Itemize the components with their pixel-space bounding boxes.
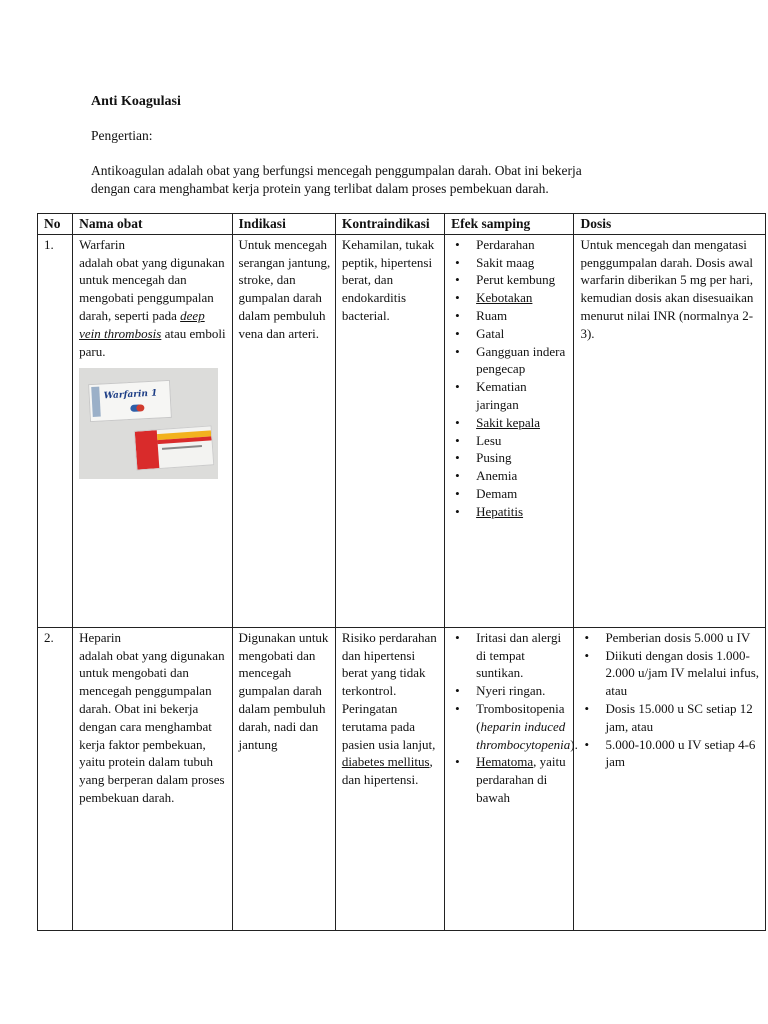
trombositopenia-text: Trombositopenia ( [476,700,565,734]
deep-vein-thrombosis-link[interactable]: deep vein thrombosis [79,307,205,341]
list-item: • Nyeri ringan. [476,682,569,700]
drug-table [37,213,766,931]
row-number: 2. [38,627,73,930]
description-text-end: atau emboli paru. [79,325,226,359]
kontraindikasi-text-end: , dan hipertensi. [341,754,433,788]
indikasi-cell: Untuk mencegah serangan jantung, stroke, dan gumpalan darah dalam pembuluh vena dan arteri. [232,234,335,627]
list-item [476,414,569,432]
drug-description [79,254,227,361]
list-item: • Lesu [476,432,569,450]
box-stripe [91,387,101,417]
header-nama-obat: Nama obat [73,214,232,235]
drug-name: Warfarin [79,236,125,252]
list-item: • Anemia [476,467,569,485]
list-item [476,289,569,307]
list-item: • Perdarahan [476,236,569,254]
red-band [135,431,160,470]
warfarin-box-image [88,380,172,422]
hematoma-text: , yaitu perdarahan di bawah [476,754,566,805]
efek-samping-list [451,629,578,807]
kontraindikasi-cell [335,627,444,930]
logo-red-dot [136,405,144,412]
box-text-line [162,445,202,450]
list-item: • Pemberian dosis 5.000 u IV [605,629,761,647]
row-number: 1. [38,234,73,627]
drug-description: adalah obat yang digunakan untuk mengobati dan mencegah penggumpalan darah. Obat ini bekerja dengan cara menghambat kerja faktor pembekuan, yaitu protein dalam tubuh yang berperan dalam proses pembekuan darah. [79,647,225,805]
list-item [476,753,569,806]
kontraindikasi-cell: Kehamilan, tukak peptik, hipertensi berat, dan endokarditis bacterial. [335,234,444,627]
drug-name: Heparin [79,629,121,645]
warfarin-brand-text: Warfarin 1 [103,388,158,402]
efek-samping-cell [445,234,574,627]
indikasi-cell: Digunakan untuk mengobati dan mencegah gumpalan darah dalam pembuluh darah, nadi dan jantung [232,627,335,930]
warfarin-product-photo [79,368,218,479]
description-text: adalah obat yang digunakan untuk mencegah dan mengobati penggumpalan darah, seperti pada [79,254,225,323]
list-item: • Gatal [476,325,569,343]
drug-name-cell [73,234,232,627]
dosis-cell [574,627,766,930]
list-item: • Demam [476,485,569,503]
list-item: • Dosis 15.000 u SC setiap 12 jam, atau [605,700,761,736]
list-item: • Sakit maag [476,254,569,272]
list-item [476,503,569,521]
list-item: • Ruam [476,307,569,325]
list-item: • Perut kembung [476,271,569,289]
trombositopenia-text-end: ). [570,736,578,752]
header-efek-samping: Efek samping [445,214,574,235]
header-indikasi: Indikasi [232,214,335,235]
header-kontraindikasi: Kontraindikasi [335,214,444,235]
table-header-row [38,214,766,235]
kebotakan-link[interactable]: Kebotakan [476,290,533,306]
table-row [38,234,766,627]
kontraindikasi-text: Risiko perdarahan dan hipertensi berat yang tidak terkontrol. Peringatan terutama pada pasien usia lanjut, [341,629,437,752]
list-item: • Iritasi dan alergi di tempat suntikan. [476,629,569,682]
header-no: No [38,214,73,235]
list-item: • Gangguan indera pengecap [476,343,569,379]
hepatitis-link[interactable]: Hepatitis [476,503,524,519]
header-dosis: Dosis [574,214,766,235]
second-box-image [134,426,215,471]
sakit-kepala-link[interactable]: Sakit kepala [476,414,541,430]
table-row [38,627,766,930]
hit-text: heparin induced thrombocytopenia [476,718,571,752]
efek-samping-cell [445,627,578,930]
list-item: • Diikuti dengan dosis 1.000-2.000 u/jam IV melalui infus, atau [605,647,761,700]
drug-name-cell [73,627,232,930]
intro-paragraph [91,162,661,198]
list-item: • 5.000-10.000 u IV setiap 4-6 jam [605,736,761,772]
list-item: • Pusing [476,449,569,467]
dosis-list [580,629,761,771]
document-title: Anti Koagulasi [91,94,181,109]
intro-line-1: Antikoagulan adalah obat yang berfungsi mencegah penggumpalan darah. Obat ini bekerja [91,163,582,178]
hematoma-link[interactable]: Hematoma [476,754,534,770]
diabetes-mellitus-link[interactable]: diabetes mellitus [341,754,430,770]
section-label: Pengertian: [91,128,153,143]
efek-samping-list [451,236,569,521]
intro-line-2: dengan cara menghambat kerja protein yang terlibat dalam proses pembekuan darah. [91,181,549,196]
dosis-cell: Untuk mencegah dan mengatasi penggumpalan darah. Dosis awal warfarin diberikan 5 mg per hari, kemudian dosis akan disesuaikan menurut nilai INR (normalnya 2-3). [574,234,766,627]
list-item: • Kematian jaringan [476,378,569,414]
list-item [476,700,578,753]
